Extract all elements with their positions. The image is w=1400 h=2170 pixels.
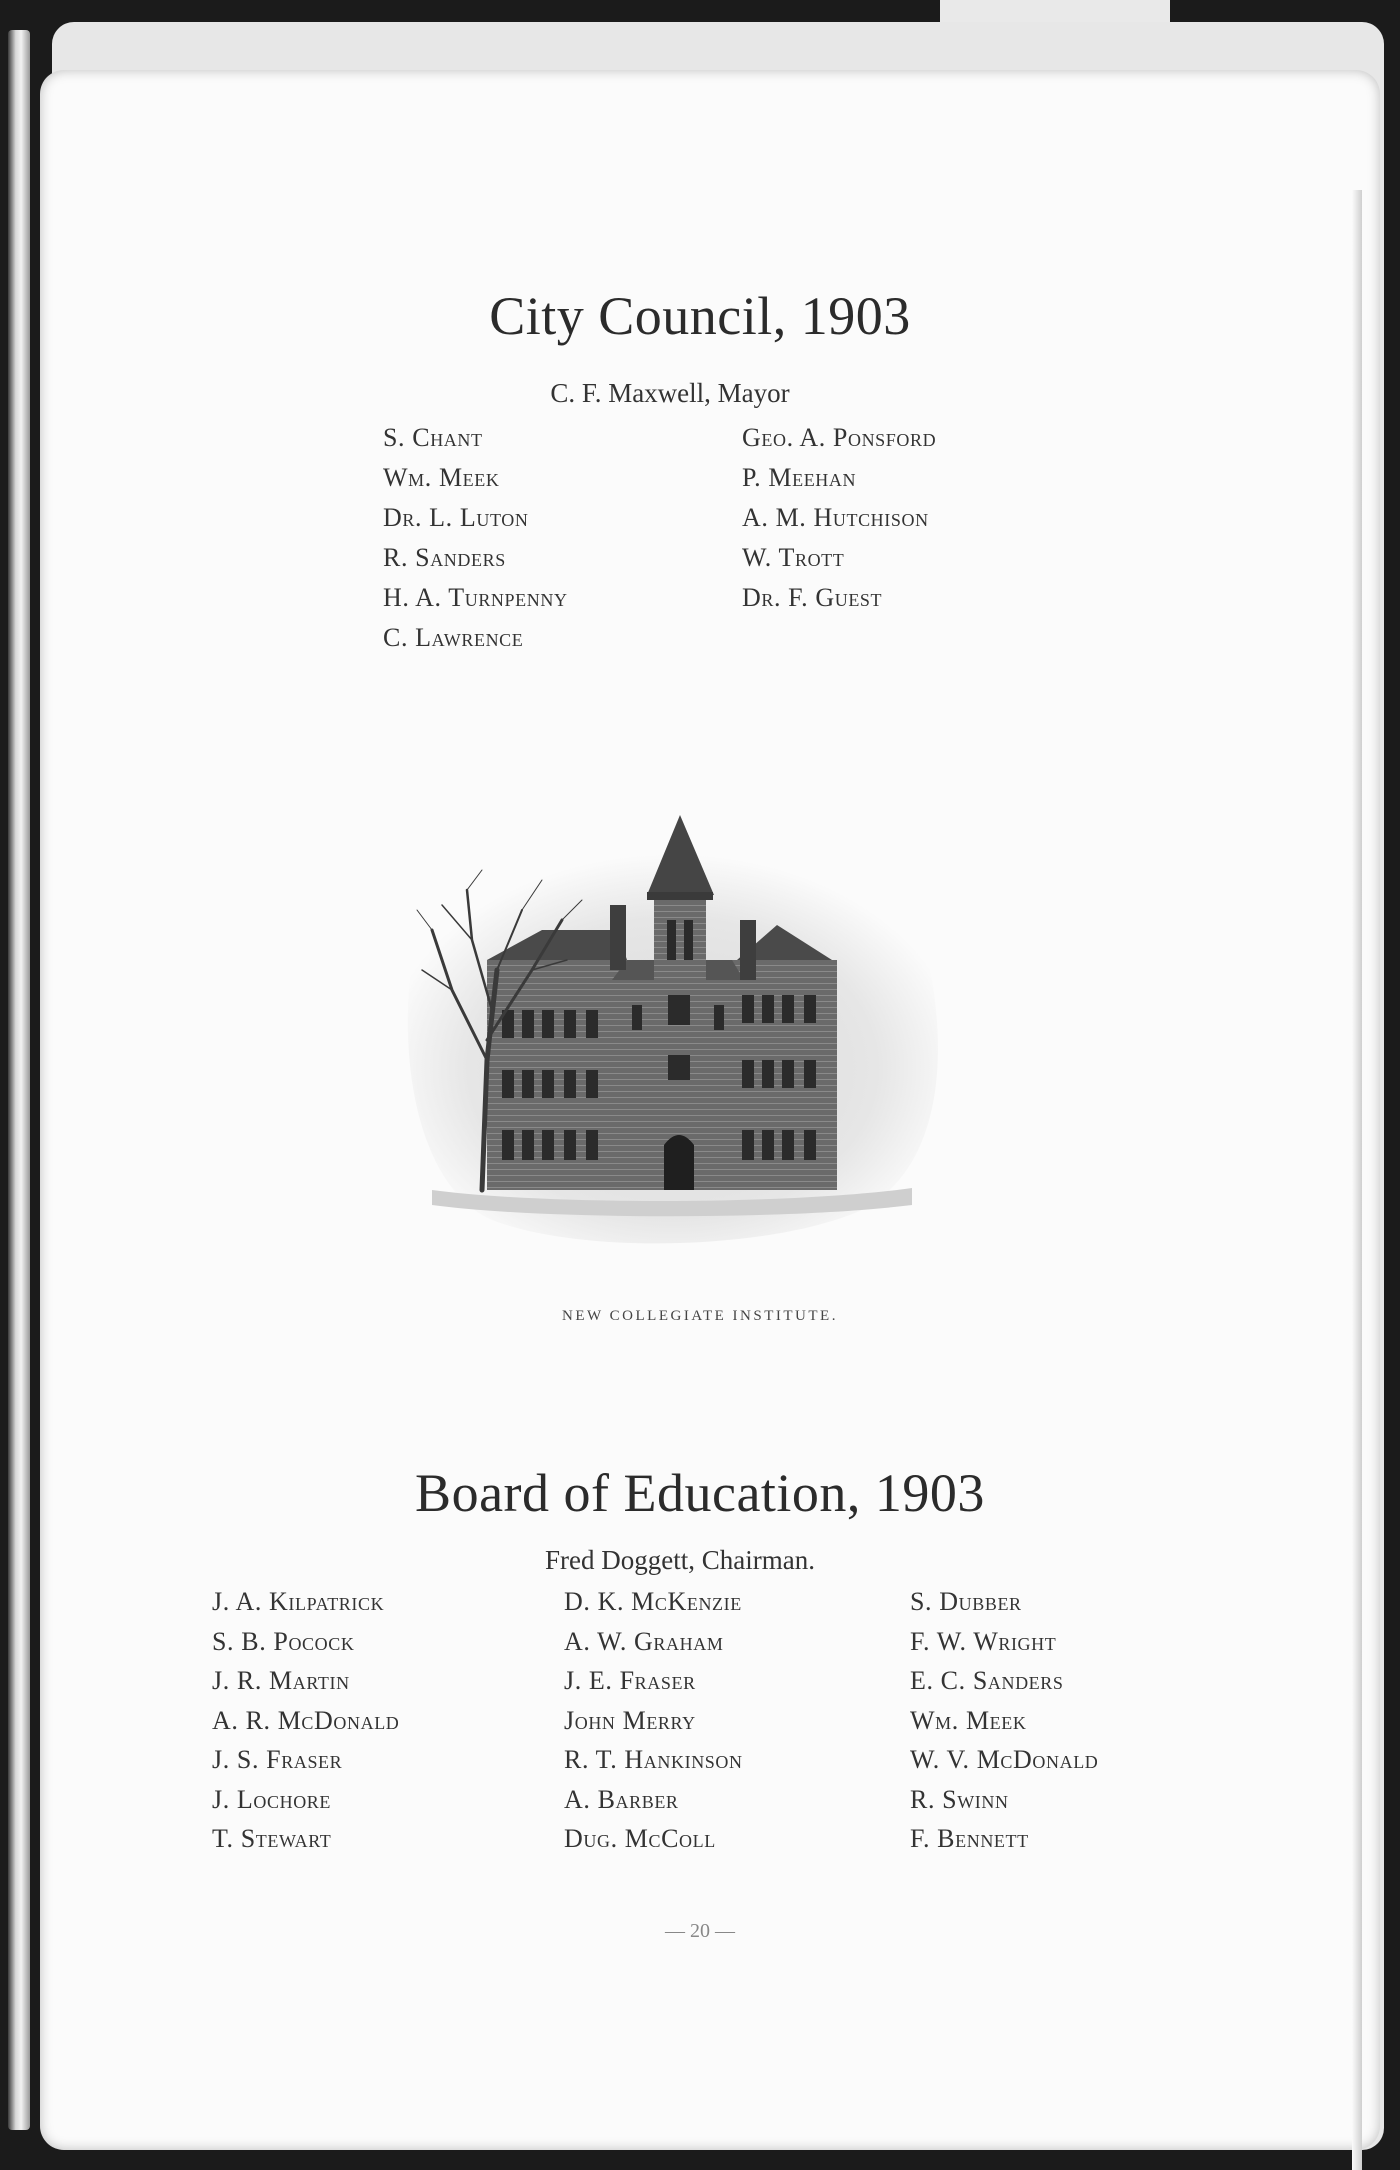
board-column-1 (212, 1582, 399, 1859)
board-column-2 (564, 1582, 743, 1859)
council-member: Dr. L. Luton (383, 503, 529, 532)
board-member: F. Bennett (910, 1824, 1029, 1853)
chairman-line: Fred Doggett, Chairman. (545, 1545, 815, 1575)
council-member: H. A. Turnpenny (383, 583, 568, 612)
page-number: — 20 — (665, 1920, 735, 1942)
board-member: W. V. McDonald (910, 1745, 1099, 1774)
council-member: W. Trott (742, 543, 845, 572)
council-right-column (742, 418, 936, 618)
board-member: Dug. McColl (564, 1824, 716, 1853)
council-member: Geo. A. Ponsford (742, 423, 937, 452)
board-member: J. S. Fraser (212, 1745, 343, 1774)
board-member: R. Swinn (910, 1784, 1009, 1814)
council-member: Dr. F. Guest (742, 583, 883, 612)
board-member: T. Stewart (212, 1824, 332, 1853)
board-member: John Merry (564, 1705, 696, 1735)
council-member: R. Sanders (383, 543, 506, 572)
page-edge (1352, 190, 1362, 2170)
board-member: A. W. Graham (564, 1626, 724, 1656)
mayor-line: C. F. Maxwell, Mayor (550, 378, 790, 408)
board-member: A. R. McDonald (212, 1705, 400, 1735)
council-member: C. Lawrence (383, 623, 524, 652)
council-member: A. M. Hutchison (742, 503, 929, 532)
board-member: A. Barber (564, 1784, 679, 1814)
board-member: S. Dubber (910, 1587, 1022, 1616)
board-member: J. Lochore (212, 1784, 332, 1814)
board-member: S. B. Pocock (212, 1626, 355, 1656)
building-illustration (392, 810, 952, 1260)
board-member: J. A. Kilpatrick (212, 1587, 385, 1616)
council-member: Wm. Meek (383, 463, 500, 492)
board-member: Wm. Meek (910, 1705, 1027, 1735)
council-member: P. Meehan (742, 463, 857, 492)
council-member: S. Chant (383, 423, 483, 452)
collegiate-institute-photo (392, 810, 952, 1260)
council-left-column (383, 418, 568, 658)
board-member: R. T. Hankinson (564, 1745, 743, 1774)
photo-caption: NEW COLLEGIATE INSTITUTE. (562, 1308, 838, 1324)
board-member: J. R. Martin (212, 1666, 350, 1695)
board-member: J. E. Fraser (564, 1666, 696, 1695)
board-column-3 (910, 1582, 1098, 1859)
city-council-heading: City Council, 1903 (489, 286, 911, 346)
board-of-education-heading: Board of Education, 1903 (415, 1463, 985, 1523)
board-member: E. C. Sanders (910, 1666, 1064, 1695)
board-member: F. W. Wright (910, 1626, 1057, 1656)
board-member: D. K. McKenzie (564, 1587, 742, 1616)
